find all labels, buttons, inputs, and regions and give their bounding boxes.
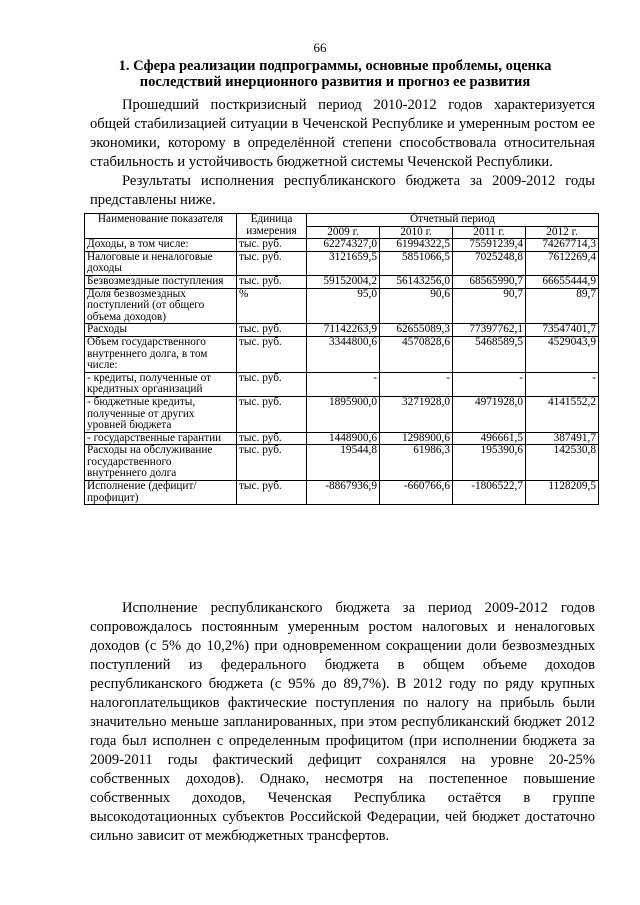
row-value: 387491,7	[526, 432, 599, 445]
row-value: 4570828,6	[380, 336, 453, 372]
row-value: -1806522,7	[453, 481, 526, 505]
row-value: -660766,6	[380, 481, 453, 505]
row-value: 62655089,3	[380, 324, 453, 337]
row-value: 195390,6	[453, 445, 526, 481]
table-row	[85, 251, 599, 275]
row-value: 7612269,4	[526, 251, 599, 275]
row-unit: тыс. руб.	[237, 372, 307, 396]
row-value: 61994322,5	[380, 239, 453, 252]
table-row	[85, 481, 599, 505]
header-unit: Единица измерения	[237, 214, 307, 239]
table-row	[85, 288, 599, 324]
header-year-2009: 2009 г.	[307, 226, 380, 239]
row-value: -	[526, 372, 599, 396]
row-value: 3344800,6	[307, 336, 380, 372]
row-value: 73547401,7	[526, 324, 599, 337]
row-value: -	[380, 372, 453, 396]
row-value: 62274327,0	[307, 239, 380, 252]
row-unit: тыс. руб.	[237, 239, 307, 252]
row-value: 68565990,7	[453, 275, 526, 288]
header-year-2011: 2011 г.	[453, 226, 526, 239]
row-value: 90,7	[453, 288, 526, 324]
header-year-2012: 2012 г.	[526, 226, 599, 239]
row-value: 71142263,9	[307, 324, 380, 337]
row-value: 74267714,3	[526, 239, 599, 252]
row-name: Налоговые и неналоговые доходы	[85, 251, 237, 275]
row-value: 1895900,0	[307, 396, 380, 432]
table-row	[85, 239, 599, 252]
analysis-paragraph: Исполнение республиканского бюджета за период 2009-2012 годов сопровождалось постоянным умеренным ростом налоговых и неналоговых доходов (с 5% до 10,2%) при одновременном сокращении доли безвозмездных поступлений из федерального бюджета в общем объеме доходов республиканского бюджета (с 95% до 89,7%). В 2012 году по ряду крупных налогоплательщиков фактические поступления по налогу на прибыль были значительно меньше запланированных, при этом республиканский бюджет 2012 года был исполнен с определенным профицитом (при исполнении бюджета за 2009-2011 годы фактический дефицит сохранялся на уровне 20-25% собственных доходов). Однако, несмотря на постепенное повышение собственных доходов, Чеченская Республика остаётся в группе высокодотационных субъектов Российской Федерации, чей бюджет достаточно сильно зависит от межбюджетных трансфертов.	[90, 600, 595, 844]
row-name: - кредиты, полученные от кредитных организаций	[85, 372, 237, 396]
row-value: 1448900,6	[307, 432, 380, 445]
row-value: -8867936,9	[307, 481, 380, 505]
row-name: Доходы, в том числе:	[85, 239, 237, 252]
row-value: 5851066,5	[380, 251, 453, 275]
row-unit: тыс. руб.	[237, 445, 307, 481]
row-name: Доля безвозмездных поступлений (от общего объема доходов)	[85, 288, 237, 324]
row-unit: тыс. руб.	[237, 432, 307, 445]
row-value: 4529043,9	[526, 336, 599, 372]
row-name: - бюджетные кредиты, полученные от других уровней бюджета	[85, 396, 237, 432]
table-row	[85, 445, 599, 481]
row-value: 1298900,6	[380, 432, 453, 445]
header-name: Наименование показателя	[85, 214, 237, 239]
row-value: 1128209,5	[526, 481, 599, 505]
row-value: 142530,8	[526, 445, 599, 481]
header-year-2010: 2010 г.	[380, 226, 453, 239]
table-intro-paragraph: Результаты исполнения республиканского бюджета за 2009-2012 годы представлены ниже.	[90, 173, 595, 208]
row-unit: тыс. руб.	[237, 481, 307, 505]
row-value: 90,6	[380, 288, 453, 324]
intro-paragraph: Прошедший посткризисный период 2010-2012 годов характеризуется общей стабилизацией ситуации в Чеченской Республике и умеренным ростом ее экономики, которому в определённой степени способствовала относительная стабильность и устойчивость бюджетной системы Чеченской Республики.	[90, 97, 595, 170]
row-value: -	[307, 372, 380, 396]
row-name: Расходы на обслуживание государственного внутреннего долга	[85, 445, 237, 481]
row-value: 7025248,8	[453, 251, 526, 275]
row-name: Объем государственного внутреннего долга, в том числе:	[85, 336, 237, 372]
page-number: 66	[313, 40, 327, 55]
row-name: Исполнение (дефицит/профицит)	[85, 481, 237, 505]
table-row	[85, 396, 599, 432]
table-row	[85, 275, 599, 288]
table-row	[85, 336, 599, 372]
row-value: 56143256,0	[380, 275, 453, 288]
table-row	[85, 432, 599, 445]
row-value: 4141552,2	[526, 396, 599, 432]
row-name: Расходы	[85, 324, 237, 337]
row-value: 3271928,0	[380, 396, 453, 432]
table-row	[85, 372, 599, 396]
section-heading: 1. Сфера реализации подпрограммы, основные проблемы, оценка последствий инерционного развития и прогноз ее развития	[118, 58, 552, 90]
row-unit: тыс. руб.	[237, 251, 307, 275]
header-period: Отчетный период	[307, 214, 599, 227]
row-unit: тыс. руб.	[237, 396, 307, 432]
row-unit: тыс. руб.	[237, 324, 307, 337]
row-value: 95,0	[307, 288, 380, 324]
row-value: 61986,3	[380, 445, 453, 481]
row-value: 75591239,4	[453, 239, 526, 252]
row-value: 5468589,5	[453, 336, 526, 372]
budget-table	[84, 213, 599, 505]
table-row	[85, 324, 599, 337]
row-unit: тыс. руб.	[237, 336, 307, 372]
row-value: 496661,5	[453, 432, 526, 445]
row-value: 19544,8	[307, 445, 380, 481]
row-value: 77397762,1	[453, 324, 526, 337]
row-value: 4971928,0	[453, 396, 526, 432]
row-value: -	[453, 372, 526, 396]
row-unit: %	[237, 288, 307, 324]
row-value: 89,7	[526, 288, 599, 324]
row-name: Безвозмездные поступления	[85, 275, 237, 288]
row-value: 59152004,2	[307, 275, 380, 288]
row-name: - государственные гарантии	[85, 432, 237, 445]
row-value: 66655444,9	[526, 275, 599, 288]
row-value: 3121659,5	[307, 251, 380, 275]
row-unit: тыс. руб.	[237, 275, 307, 288]
